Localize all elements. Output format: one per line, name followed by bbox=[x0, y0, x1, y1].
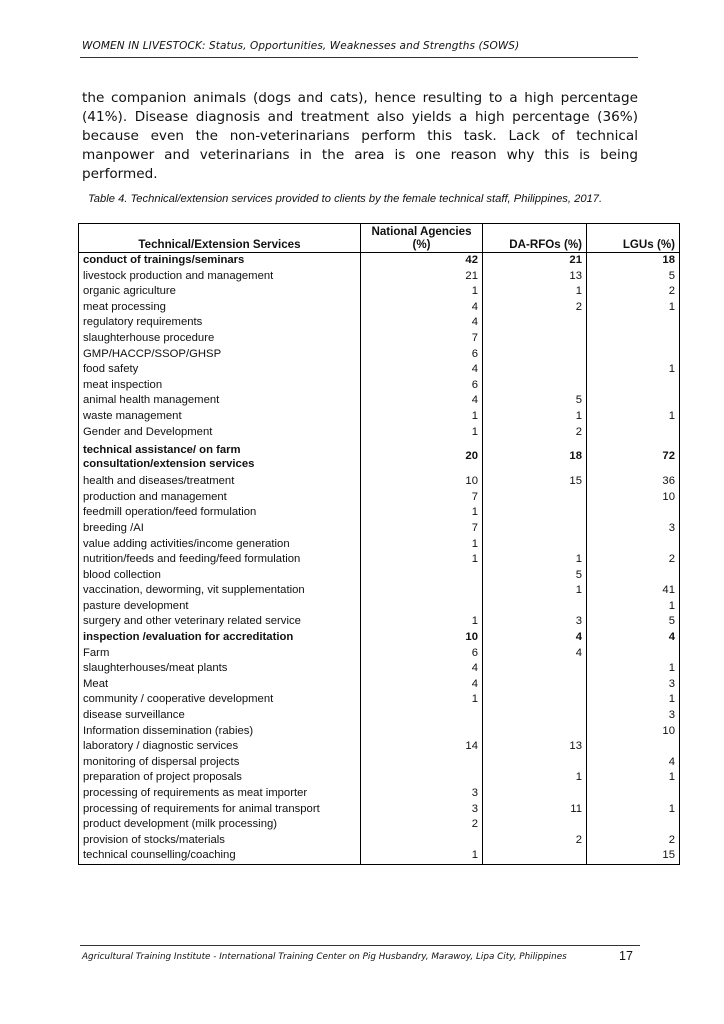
table-row bbox=[79, 770, 680, 786]
da-rfo-value bbox=[483, 817, 587, 833]
national-value bbox=[361, 770, 483, 786]
table-row bbox=[79, 490, 680, 506]
da-rfo-value: 1 bbox=[483, 552, 587, 568]
table-row bbox=[79, 724, 680, 740]
lgu-value: 10 bbox=[587, 490, 680, 506]
national-value: 4 bbox=[361, 300, 483, 316]
da-rfo-value: 4 bbox=[483, 646, 587, 662]
national-value: 6 bbox=[361, 347, 483, 363]
service-label: laboratory / diagnostic services bbox=[79, 739, 361, 755]
table-row bbox=[79, 315, 680, 331]
service-label: conduct of trainings/seminars bbox=[79, 253, 361, 269]
service-label: Meat bbox=[79, 677, 361, 693]
table-row bbox=[79, 552, 680, 568]
da-rfo-value bbox=[483, 755, 587, 771]
service-label: inspection /evaluation for accreditation bbox=[79, 630, 361, 646]
service-label: nutrition/feeds and feeding/feed formulation bbox=[79, 552, 361, 568]
da-rfo-value: 11 bbox=[483, 802, 587, 818]
da-rfo-value: 1 bbox=[483, 770, 587, 786]
national-value: 7 bbox=[361, 490, 483, 506]
table-row bbox=[79, 614, 680, 630]
service-label: meat inspection bbox=[79, 378, 361, 394]
service-label: health and diseases/treatment bbox=[79, 474, 361, 490]
column-header-service: Technical/Extension Services bbox=[79, 224, 361, 253]
table-row bbox=[79, 537, 680, 553]
table-row bbox=[79, 362, 680, 378]
lgu-value: 3 bbox=[587, 521, 680, 537]
table-row bbox=[79, 786, 680, 802]
national-value bbox=[361, 568, 483, 584]
service-label: provision of stocks/materials bbox=[79, 833, 361, 849]
national-value: 6 bbox=[361, 378, 483, 394]
service-label: Farm bbox=[79, 646, 361, 662]
table-row bbox=[79, 833, 680, 849]
lgu-value: 1 bbox=[587, 599, 680, 615]
service-label: waste management bbox=[79, 409, 361, 425]
lgu-value: 2 bbox=[587, 552, 680, 568]
national-value bbox=[361, 724, 483, 740]
header-rule bbox=[80, 57, 638, 58]
service-label: food safety bbox=[79, 362, 361, 378]
lgu-value: 1 bbox=[587, 802, 680, 818]
lgu-value bbox=[587, 315, 680, 331]
lgu-value bbox=[587, 568, 680, 584]
table-row bbox=[79, 347, 680, 363]
table-row bbox=[79, 378, 680, 394]
lgu-value bbox=[587, 505, 680, 521]
services-table bbox=[78, 223, 680, 865]
da-rfo-value bbox=[483, 848, 587, 864]
national-value: 1 bbox=[361, 848, 483, 864]
service-label: blood collection bbox=[79, 568, 361, 584]
table-row bbox=[79, 393, 680, 409]
table-row bbox=[79, 568, 680, 584]
table-row bbox=[79, 409, 680, 425]
lgu-value bbox=[587, 786, 680, 802]
service-label: meat processing bbox=[79, 300, 361, 316]
national-value: 21 bbox=[361, 269, 483, 285]
table-header-row bbox=[79, 224, 680, 253]
service-label: pasture development bbox=[79, 599, 361, 615]
national-value: 1 bbox=[361, 537, 483, 553]
running-header: WOMEN IN LIVESTOCK: Status, Opportunities, Weaknesses and Strengths (SOWS) bbox=[82, 40, 520, 52]
table-row bbox=[79, 583, 680, 599]
table-row bbox=[79, 300, 680, 316]
da-rfo-value bbox=[483, 537, 587, 553]
national-value: 3 bbox=[361, 802, 483, 818]
national-value bbox=[361, 583, 483, 599]
da-rfo-value bbox=[483, 677, 587, 693]
table-row bbox=[79, 253, 680, 269]
body-paragraph: the companion animals (dogs and cats), hence resulting to a high percentage (41%). Disease diagnosis and treatment also yields a high percentage (36%) because even the non-veterinarians perform this task. Lack of technical manpower and veterinarians in the area is one reason why this is being performed. bbox=[82, 90, 638, 182]
national-value: 1 bbox=[361, 692, 483, 708]
table-row bbox=[79, 739, 680, 755]
da-rfo-value: 1 bbox=[483, 284, 587, 300]
table-body bbox=[79, 253, 680, 865]
lgu-value: 3 bbox=[587, 677, 680, 693]
lgu-value: 4 bbox=[587, 755, 680, 771]
service-label: product development (milk processing) bbox=[79, 817, 361, 833]
footer-text: Agricultural Training Institute - International Training Center on Pig Husbandry, Marawoy, Lipa City, Philippines bbox=[82, 952, 567, 962]
da-rfo-value: 18 bbox=[483, 440, 587, 474]
da-rfo-value bbox=[483, 708, 587, 724]
national-value bbox=[361, 708, 483, 724]
da-rfo-value bbox=[483, 599, 587, 615]
national-value: 1 bbox=[361, 552, 483, 568]
service-label-line: consultation/extension services bbox=[83, 458, 255, 471]
national-value: 7 bbox=[361, 331, 483, 347]
da-rfo-value bbox=[483, 521, 587, 537]
table-row bbox=[79, 646, 680, 662]
national-value: 1 bbox=[361, 409, 483, 425]
lgu-value: 4 bbox=[587, 630, 680, 646]
table-row bbox=[79, 599, 680, 615]
national-value: 42 bbox=[361, 253, 483, 269]
national-value: 4 bbox=[361, 393, 483, 409]
lgu-value bbox=[587, 393, 680, 409]
lgu-value bbox=[587, 425, 680, 441]
column-header-lgu: LGUs (%) bbox=[587, 224, 680, 253]
da-rfo-value: 2 bbox=[483, 833, 587, 849]
lgu-value: 5 bbox=[587, 614, 680, 630]
national-value: 7 bbox=[361, 521, 483, 537]
service-label: GMP/HACCP/SSOP/GHSP bbox=[79, 347, 361, 363]
national-value: 10 bbox=[361, 474, 483, 490]
table-row bbox=[79, 755, 680, 771]
da-rfo-value bbox=[483, 347, 587, 363]
lgu-value bbox=[587, 331, 680, 347]
da-rfo-value bbox=[483, 362, 587, 378]
table-row bbox=[79, 269, 680, 285]
national-value: 10 bbox=[361, 630, 483, 646]
table-row bbox=[79, 802, 680, 818]
lgu-value: 1 bbox=[587, 770, 680, 786]
service-label: technical counselling/coaching bbox=[79, 848, 361, 864]
lgu-value: 3 bbox=[587, 708, 680, 724]
national-value: 2 bbox=[361, 817, 483, 833]
service-label: monitoring of dispersal projects bbox=[79, 755, 361, 771]
table-row bbox=[79, 440, 680, 474]
service-label: vaccination, deworming, vit supplementation bbox=[79, 583, 361, 599]
service-label: disease surveillance bbox=[79, 708, 361, 724]
da-rfo-value bbox=[483, 505, 587, 521]
page-number: 17 bbox=[619, 949, 633, 963]
national-value: 4 bbox=[361, 661, 483, 677]
table-row bbox=[79, 848, 680, 864]
table-row bbox=[79, 708, 680, 724]
lgu-value: 2 bbox=[587, 284, 680, 300]
national-value: 4 bbox=[361, 315, 483, 331]
service-label: slaughterhouse procedure bbox=[79, 331, 361, 347]
national-value: 6 bbox=[361, 646, 483, 662]
da-rfo-value bbox=[483, 378, 587, 394]
lgu-value: 36 bbox=[587, 474, 680, 490]
lgu-value: 72 bbox=[587, 440, 680, 474]
da-rfo-value: 13 bbox=[483, 739, 587, 755]
table-row bbox=[79, 661, 680, 677]
da-rfo-value: 5 bbox=[483, 393, 587, 409]
da-rfo-value: 15 bbox=[483, 474, 587, 490]
da-rfo-value bbox=[483, 724, 587, 740]
lgu-value bbox=[587, 739, 680, 755]
national-value: 4 bbox=[361, 362, 483, 378]
service-label: preparation of project proposals bbox=[79, 770, 361, 786]
national-value: 1 bbox=[361, 425, 483, 441]
lgu-value: 41 bbox=[587, 583, 680, 599]
service-label: production and management bbox=[79, 490, 361, 506]
lgu-value bbox=[587, 378, 680, 394]
column-header-national: National Agencies (%) bbox=[361, 224, 483, 253]
service-label: community / cooperative development bbox=[79, 692, 361, 708]
da-rfo-value: 4 bbox=[483, 630, 587, 646]
lgu-value: 1 bbox=[587, 661, 680, 677]
lgu-value: 1 bbox=[587, 300, 680, 316]
national-value: 1 bbox=[361, 505, 483, 521]
service-label: feedmill operation/feed formulation bbox=[79, 505, 361, 521]
service-label: animal health management bbox=[79, 393, 361, 409]
lgu-value bbox=[587, 817, 680, 833]
table-row bbox=[79, 630, 680, 646]
national-value: 14 bbox=[361, 739, 483, 755]
table-row bbox=[79, 692, 680, 708]
da-rfo-value: 2 bbox=[483, 425, 587, 441]
footer-rule bbox=[80, 945, 640, 946]
service-label: processing of requirements for animal transport bbox=[79, 802, 361, 818]
service-label: breeding /AI bbox=[79, 521, 361, 537]
da-rfo-value: 1 bbox=[483, 583, 587, 599]
da-rfo-value: 5 bbox=[483, 568, 587, 584]
da-rfo-value: 2 bbox=[483, 300, 587, 316]
service-label: surgery and other veterinary related service bbox=[79, 614, 361, 630]
da-rfo-value: 21 bbox=[483, 253, 587, 269]
national-value: 1 bbox=[361, 614, 483, 630]
lgu-value: 15 bbox=[587, 848, 680, 864]
national-value bbox=[361, 599, 483, 615]
service-label: value adding activities/income generation bbox=[79, 537, 361, 553]
lgu-value bbox=[587, 347, 680, 363]
lgu-value: 5 bbox=[587, 269, 680, 285]
table-row bbox=[79, 677, 680, 693]
table-row bbox=[79, 521, 680, 537]
national-value: 1 bbox=[361, 284, 483, 300]
service-label: organic agriculture bbox=[79, 284, 361, 300]
lgu-value: 18 bbox=[587, 253, 680, 269]
table-row bbox=[79, 817, 680, 833]
national-value: 4 bbox=[361, 677, 483, 693]
service-label: regulatory requirements bbox=[79, 315, 361, 331]
da-rfo-value: 13 bbox=[483, 269, 587, 285]
da-rfo-value bbox=[483, 786, 587, 802]
lgu-value: 1 bbox=[587, 362, 680, 378]
lgu-value bbox=[587, 646, 680, 662]
da-rfo-value bbox=[483, 331, 587, 347]
lgu-value bbox=[587, 537, 680, 553]
national-value: 20 bbox=[361, 440, 483, 474]
lgu-value: 10 bbox=[587, 724, 680, 740]
column-header-da-rfo: DA-RFOs (%) bbox=[483, 224, 587, 253]
da-rfo-value bbox=[483, 692, 587, 708]
lgu-value: 2 bbox=[587, 833, 680, 849]
table-row bbox=[79, 284, 680, 300]
table-row bbox=[79, 425, 680, 441]
service-label: Information dissemination (rabies) bbox=[79, 724, 361, 740]
table-row bbox=[79, 474, 680, 490]
table-row bbox=[79, 505, 680, 521]
da-rfo-value bbox=[483, 661, 587, 677]
service-label: processing of requirements as meat importer bbox=[79, 786, 361, 802]
da-rfo-value: 1 bbox=[483, 409, 587, 425]
da-rfo-value: 3 bbox=[483, 614, 587, 630]
da-rfo-value bbox=[483, 490, 587, 506]
service-label: Gender and Development bbox=[79, 425, 361, 441]
lgu-value: 1 bbox=[587, 692, 680, 708]
service-label: slaughterhouses/meat plants bbox=[79, 661, 361, 677]
service-label: livestock production and management bbox=[79, 269, 361, 285]
service-label bbox=[79, 440, 361, 474]
table-row bbox=[79, 331, 680, 347]
da-rfo-value bbox=[483, 315, 587, 331]
lgu-value: 1 bbox=[587, 409, 680, 425]
national-value bbox=[361, 833, 483, 849]
service-label-line: technical assistance/ on farm bbox=[83, 444, 241, 457]
national-value bbox=[361, 755, 483, 771]
table-caption: Table 4. Technical/extension services provided to clients by the female technical staff, Philippines, 2017. bbox=[88, 193, 603, 205]
national-value: 3 bbox=[361, 786, 483, 802]
